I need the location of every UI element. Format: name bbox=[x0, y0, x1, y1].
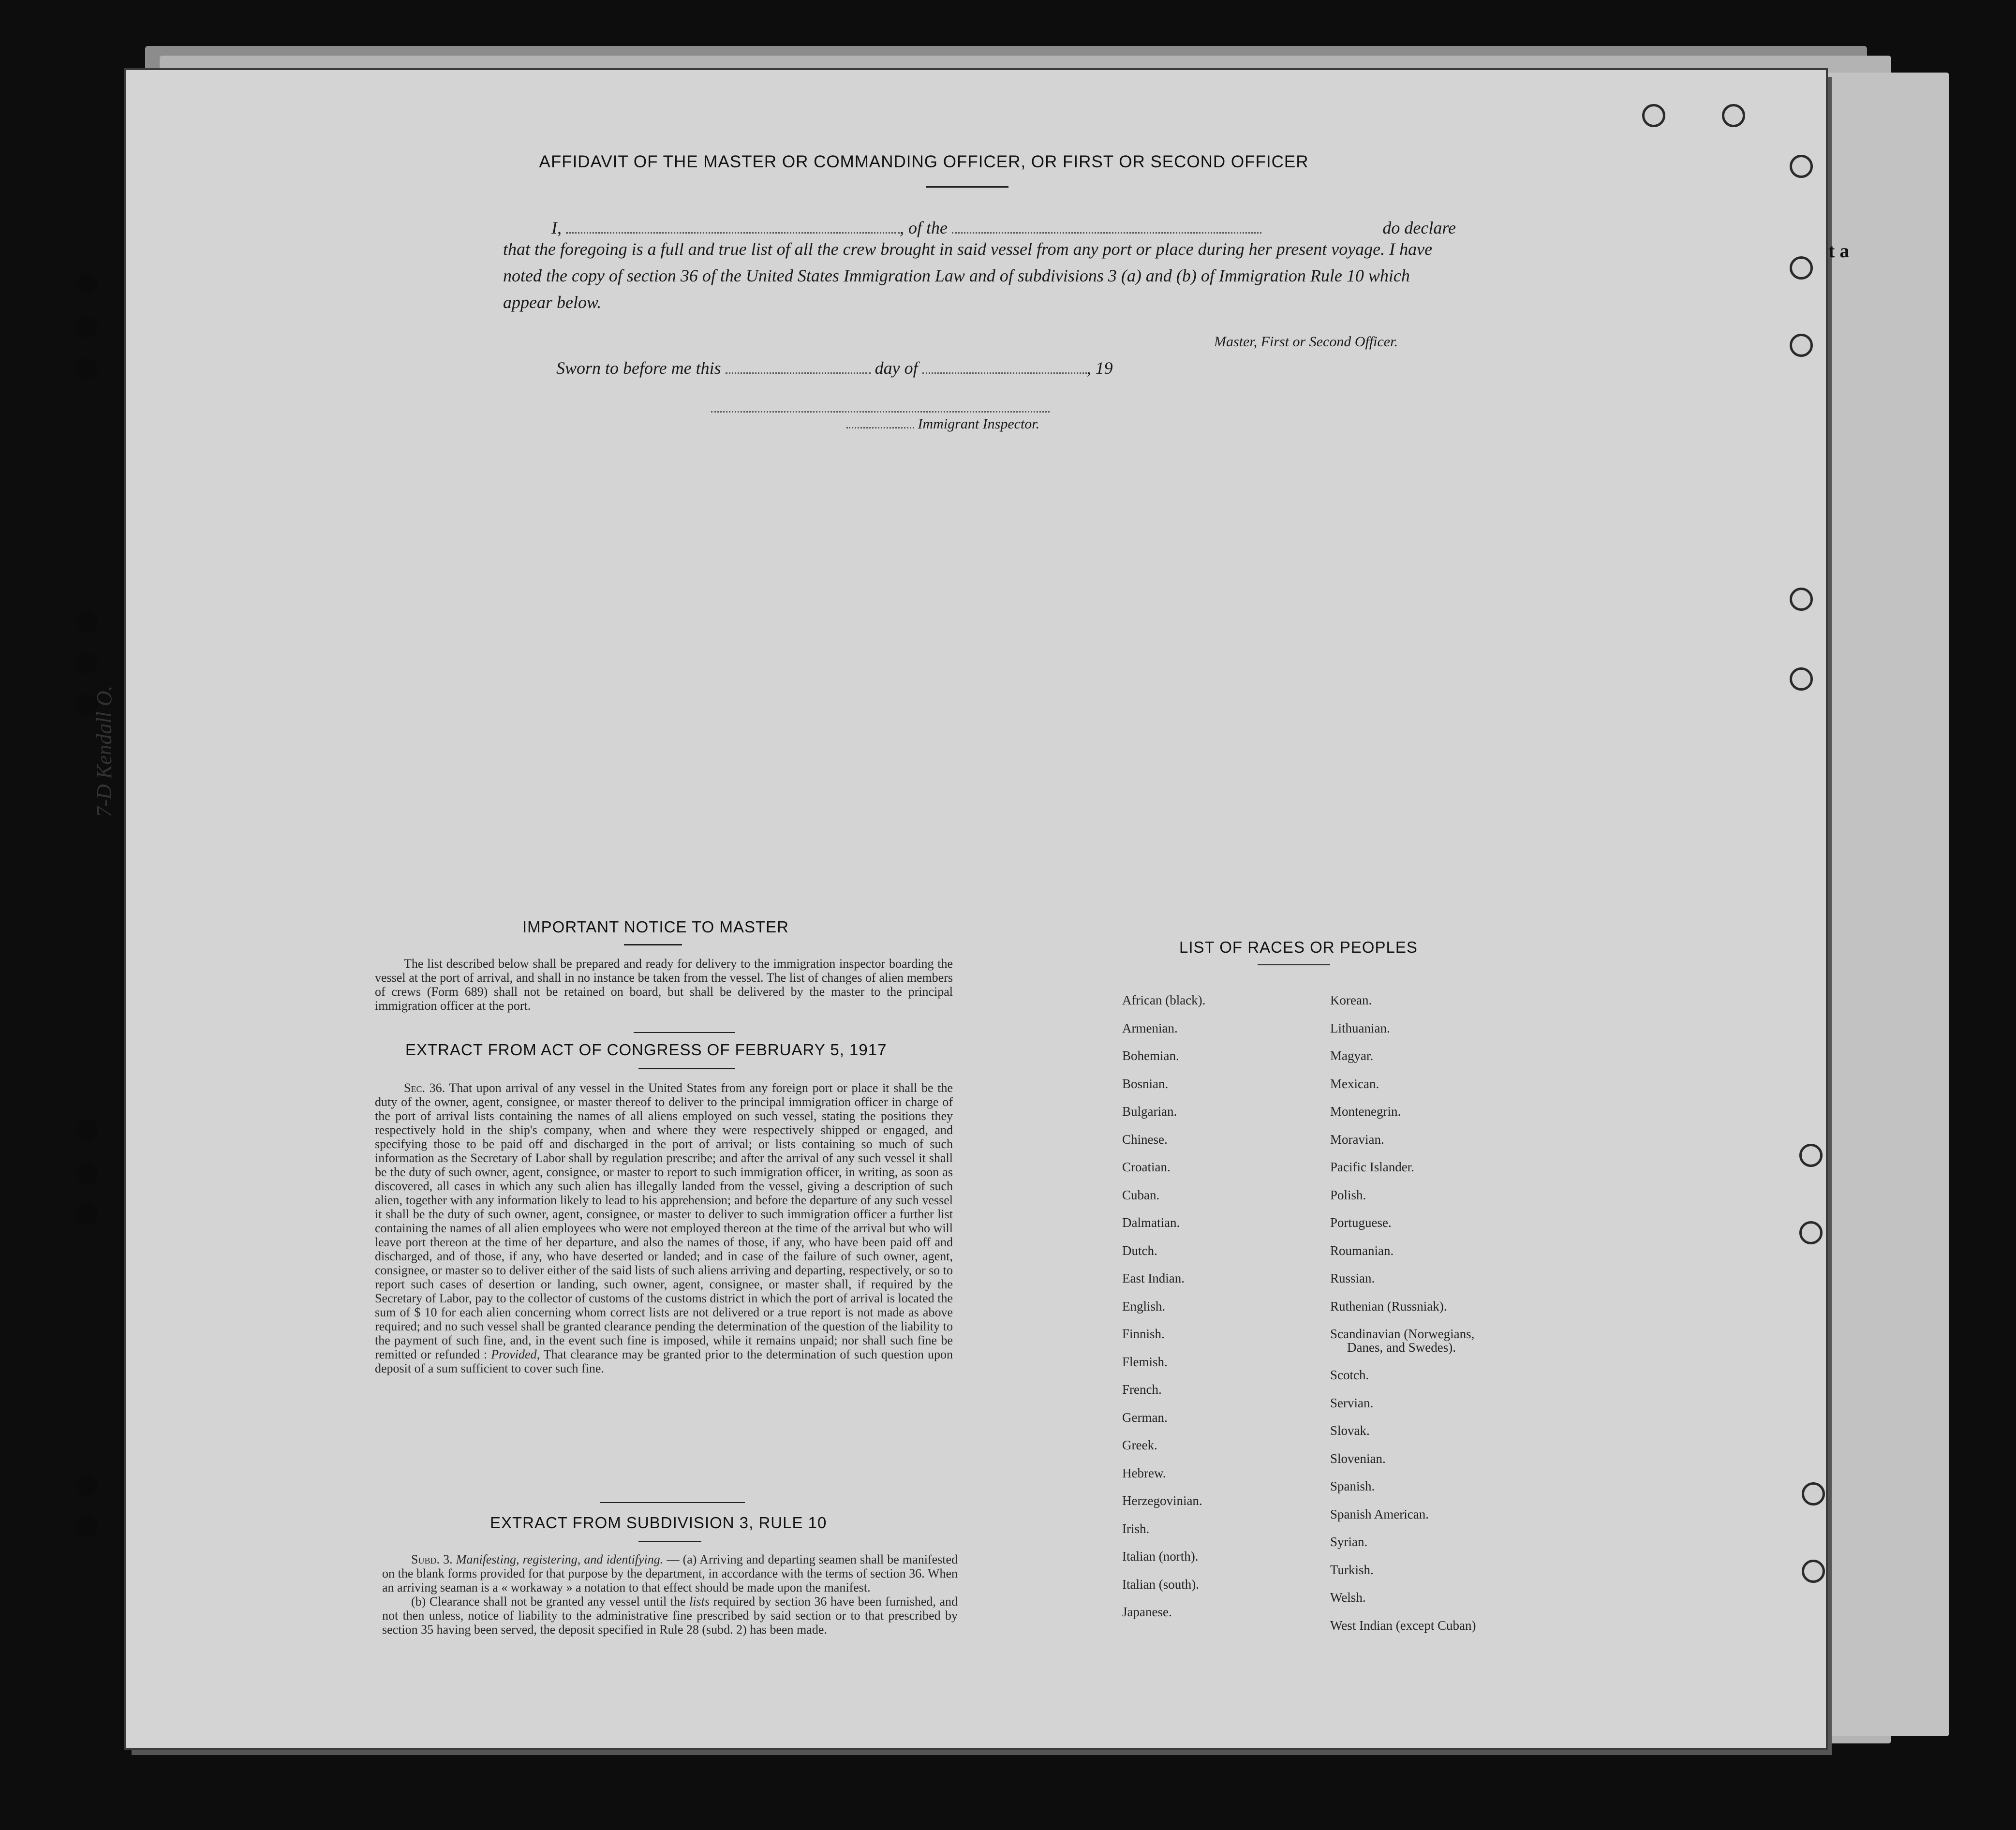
race-item: West Indian (except Cuban) bbox=[1330, 1618, 1476, 1633]
extract-act-text bbox=[375, 1081, 953, 1375]
name-blank bbox=[566, 232, 900, 234]
binder-hole bbox=[76, 1163, 98, 1184]
race-item: German. bbox=[1122, 1410, 1168, 1425]
sworn-line bbox=[556, 358, 1113, 378]
race-item: Croatian. bbox=[1122, 1160, 1171, 1174]
race-item: Spanish. bbox=[1330, 1479, 1375, 1493]
part-a-label: — (a) bbox=[667, 1552, 697, 1566]
binder-hole bbox=[76, 1475, 98, 1496]
race-item: Turkish. bbox=[1330, 1562, 1374, 1577]
race-item: Slovak. bbox=[1330, 1423, 1370, 1438]
race-item: Welsh. bbox=[1330, 1590, 1366, 1605]
sec-36-text-end: That clearance may be granted prior to the determination of such question upon deposit of a sum sufficient to cover such fine. bbox=[375, 1347, 953, 1375]
binder-hole bbox=[76, 358, 98, 379]
extract-rule-text bbox=[382, 1552, 958, 1637]
subd-title: Manifesting, registering, and identifying. bbox=[456, 1552, 664, 1566]
race-item: Magyar. bbox=[1330, 1048, 1374, 1063]
manifest-page bbox=[126, 70, 1826, 1748]
race-item: Armenian. bbox=[1122, 1020, 1178, 1035]
race-item: Dalmatian. bbox=[1122, 1215, 1180, 1230]
races-right-column bbox=[1330, 987, 1476, 1639]
sworn-date-blank bbox=[726, 372, 871, 374]
race-item: Cuban. bbox=[1122, 1187, 1160, 1202]
part-b-text-1: Clearance shall not be granted any vessel until the bbox=[429, 1594, 686, 1609]
binder-hole bbox=[76, 1120, 98, 1141]
affidavit-line1 bbox=[551, 218, 1456, 238]
sworn-month-blank bbox=[922, 372, 1087, 374]
extract-act-underline bbox=[638, 1068, 735, 1069]
race-item: Syrian. bbox=[1330, 1535, 1368, 1549]
extract-rule-heading: EXTRACT FROM SUBDIVISION 3, RULE 10 bbox=[490, 1514, 827, 1532]
affidavit-declare: do declare bbox=[1382, 218, 1456, 237]
part-b-lists: lists bbox=[689, 1594, 710, 1609]
race-item: French. bbox=[1122, 1382, 1162, 1397]
binder-hole bbox=[76, 1516, 98, 1537]
part-b-label: (b) bbox=[411, 1594, 426, 1609]
part-b-text-2: required by section 36 have been furnished, and not then unless, notice of liability to the administrative fine prescribed by said section or to that prescribed by section 35 having been served, the deposit specified in Rule 28 (subd. 2) has been made. bbox=[382, 1594, 958, 1637]
race-item: Ruthenian (Russniak). bbox=[1330, 1299, 1447, 1313]
race-item: Portuguese. bbox=[1330, 1215, 1392, 1230]
part-a-text: Arriving and departing seamen shall be manifested on the blank forms provided for that purpose by the department, in accordance with the terms of section 36. When an arriving seaman is a « workaway » a notation to that effect should be made upon the manifest. bbox=[382, 1552, 958, 1594]
race-item: Italian (south). bbox=[1122, 1577, 1199, 1592]
race-item: Finnish. bbox=[1122, 1327, 1165, 1341]
race-item: African (black). bbox=[1122, 993, 1206, 1007]
punch-ring bbox=[1799, 1221, 1823, 1244]
binder-hole bbox=[76, 273, 98, 295]
sec-36-label: Sec. 36. bbox=[404, 1081, 445, 1095]
master-signature-label: Master, First or Second Officer. bbox=[1214, 334, 1398, 350]
affidavit-title: AFFIDAVIT OF THE MASTER OR COMMANDING OFFICER, OR FIRST OR SECOND OFFICER bbox=[539, 152, 1309, 171]
races-underline bbox=[1258, 964, 1330, 965]
race-item: Japanese. bbox=[1122, 1605, 1172, 1619]
race-item: Polish. bbox=[1330, 1187, 1366, 1202]
subd-part-a bbox=[382, 1552, 958, 1594]
punch-ring bbox=[1722, 104, 1745, 127]
race-item: Danes, and Swedes). bbox=[1347, 1340, 1456, 1355]
race-item: Scandinavian (Norwegians, bbox=[1330, 1327, 1475, 1341]
race-item: Spanish American. bbox=[1330, 1506, 1429, 1521]
punch-ring bbox=[1790, 588, 1813, 611]
affidavit-of-the: , of the bbox=[900, 218, 948, 237]
races-heading: LIST OF RACES OR PEOPLES bbox=[1179, 938, 1418, 956]
race-item: Bosnian. bbox=[1122, 1076, 1169, 1091]
sworn-day: day of bbox=[875, 358, 918, 378]
inspector-label bbox=[846, 416, 1039, 432]
edge-letters: t a bbox=[1828, 240, 1850, 262]
race-item: Moravian. bbox=[1330, 1132, 1384, 1147]
sworn-prefix: Sworn to before me this bbox=[556, 358, 721, 378]
punch-ring bbox=[1790, 667, 1813, 691]
race-item: Irish. bbox=[1122, 1521, 1150, 1536]
race-item: Mexican. bbox=[1330, 1076, 1379, 1091]
subd-label: Subd. 3. bbox=[411, 1552, 453, 1566]
extract-act-heading: EXTRACT FROM ACT OF CONGRESS OF FEBRUARY 5, 1917 bbox=[405, 1041, 887, 1059]
binder-hole bbox=[76, 1204, 98, 1225]
extract-act-divider bbox=[600, 1502, 745, 1503]
punch-ring bbox=[1790, 256, 1813, 280]
punch-ring bbox=[1802, 1482, 1825, 1505]
notice-underline bbox=[624, 944, 682, 945]
race-item: Greek. bbox=[1122, 1438, 1157, 1452]
inspector-signature-blank bbox=[711, 411, 1050, 413]
notice-heading: IMPORTANT NOTICE TO MASTER bbox=[522, 918, 789, 936]
race-item: Russian. bbox=[1330, 1271, 1375, 1285]
vessel-blank bbox=[952, 232, 1261, 234]
race-item: Italian (north). bbox=[1122, 1549, 1199, 1564]
punch-ring bbox=[1802, 1560, 1825, 1583]
punch-ring bbox=[1790, 155, 1813, 178]
race-item: Pacific Islander. bbox=[1330, 1160, 1414, 1174]
subd-part-b bbox=[382, 1594, 958, 1637]
sec-36-text: That upon arrival of any vessel in the United States from any foreign port or place it shall be the duty of the owner, agent, consignee, or master thereof to deliver to the principal immigration officer in charge of the port of arrival lists containing the names of all aliens employed on such vessel, stating the positions they respectively hold in the ship's company, when and where they were respectively shipped or engaged, and specifying those to be paid off and discharged in the port of arrival; or lists containing so much of such information as the Secretary of Labor shall by regulation prescribe; and after the arrival of any such vessel it shall be the duty of such owner, agent, consignee, or master to report to such immigration officer, in writing, as soon as discovered, all cases in which any such alien has illegally landed from the vessel, giving a description of such alien, together with any information likely to lead to his apprehension; and before the departure of any such vessel it shall be the duty of such owner, agent, consignee, or master to deliver to such immigration officer a further list containing the names of all alien employees who were not employed thereon at the time of the arrival but who will leave port thereon at the time of her departure, and also the names of those, if any, who have been paid off and discharged, and of those, if any, who have deserted or landed; and in case of the failure of such owner, agent, consignee, or master so to deliver either of the said lists of such aliens arriving and departing, respectively, or so to report such cases of desertion or landing, such owner, agent, consignee, or master shall, if required by the Secretary of Labor, pay to the collector of customs of the customs district in which the port of arrival is located the sum of $ 10 for each alien concerning whom correct lists are not delivered or a true report is not made as above required; and no such vessel shall be granted clearance pending the determination of the question of the liability to the payment of such fine, and, in the event such fine is imposed, while it remains unpaid; nor shall such fine be remitted or refunded : bbox=[375, 1081, 953, 1361]
notice-text: The list described below shall be prepared and ready for delivery to the immigration inspector boarding the vessel at the port of arrival, and shall in no instance be taken from the vessel. The list of changes of alien members of crews (Form 689) shall not be retained on board, but shall be delivered by the master to the principal immigration officer at the port. bbox=[375, 957, 953, 1013]
race-item: Bulgarian. bbox=[1122, 1104, 1177, 1119]
inspector-label-text: Immigrant Inspector. bbox=[918, 416, 1040, 432]
inspector-dot-lead bbox=[846, 427, 914, 428]
race-item: Hebrew. bbox=[1122, 1465, 1166, 1480]
punch-ring bbox=[1790, 334, 1813, 357]
declaration-text: that the foregoing is a full and true list of all the crew brought in said vessel from any port or place during her present voyage. I have noted the copy of section 36 of the United States Immigration Law and of subdivisions 3 (a) and (b) of Immigration Rule 10 which appear below. bbox=[503, 239, 1433, 312]
race-item: Chinese. bbox=[1122, 1132, 1168, 1147]
race-item: Scotch. bbox=[1330, 1368, 1369, 1382]
races-left-column bbox=[1122, 987, 1205, 1626]
provided-word: Provided, bbox=[491, 1347, 540, 1361]
race-item: Korean. bbox=[1330, 993, 1372, 1007]
punch-ring bbox=[1799, 1144, 1823, 1167]
race-item: Herzegovinian. bbox=[1122, 1493, 1202, 1508]
race-item: English. bbox=[1122, 1299, 1166, 1313]
race-item: Montenegrin. bbox=[1330, 1104, 1401, 1119]
binder-hole bbox=[76, 612, 98, 633]
affidavit-declaration bbox=[503, 236, 1458, 316]
binder-hole bbox=[76, 653, 98, 674]
race-item: Dutch. bbox=[1122, 1243, 1157, 1258]
punch-ring bbox=[1642, 104, 1665, 127]
race-item: Lithuanian. bbox=[1330, 1020, 1390, 1035]
race-item: Slovenian. bbox=[1330, 1451, 1386, 1466]
handwritten-margin-note: 7-D Kendall O. bbox=[92, 685, 116, 817]
race-item: Bohemian. bbox=[1122, 1048, 1179, 1063]
binder-hole bbox=[76, 317, 98, 338]
race-item: Roumanian. bbox=[1330, 1243, 1394, 1258]
notice-divider bbox=[634, 1032, 735, 1033]
race-item: East Indian. bbox=[1122, 1271, 1185, 1285]
sworn-year: , 19 bbox=[1086, 358, 1113, 378]
extract-rule-underline bbox=[638, 1541, 701, 1542]
race-item: Flemish. bbox=[1122, 1354, 1168, 1369]
affidavit-i: I, bbox=[551, 218, 562, 237]
race-item: Servian. bbox=[1330, 1395, 1374, 1410]
title-underline bbox=[926, 186, 1008, 188]
